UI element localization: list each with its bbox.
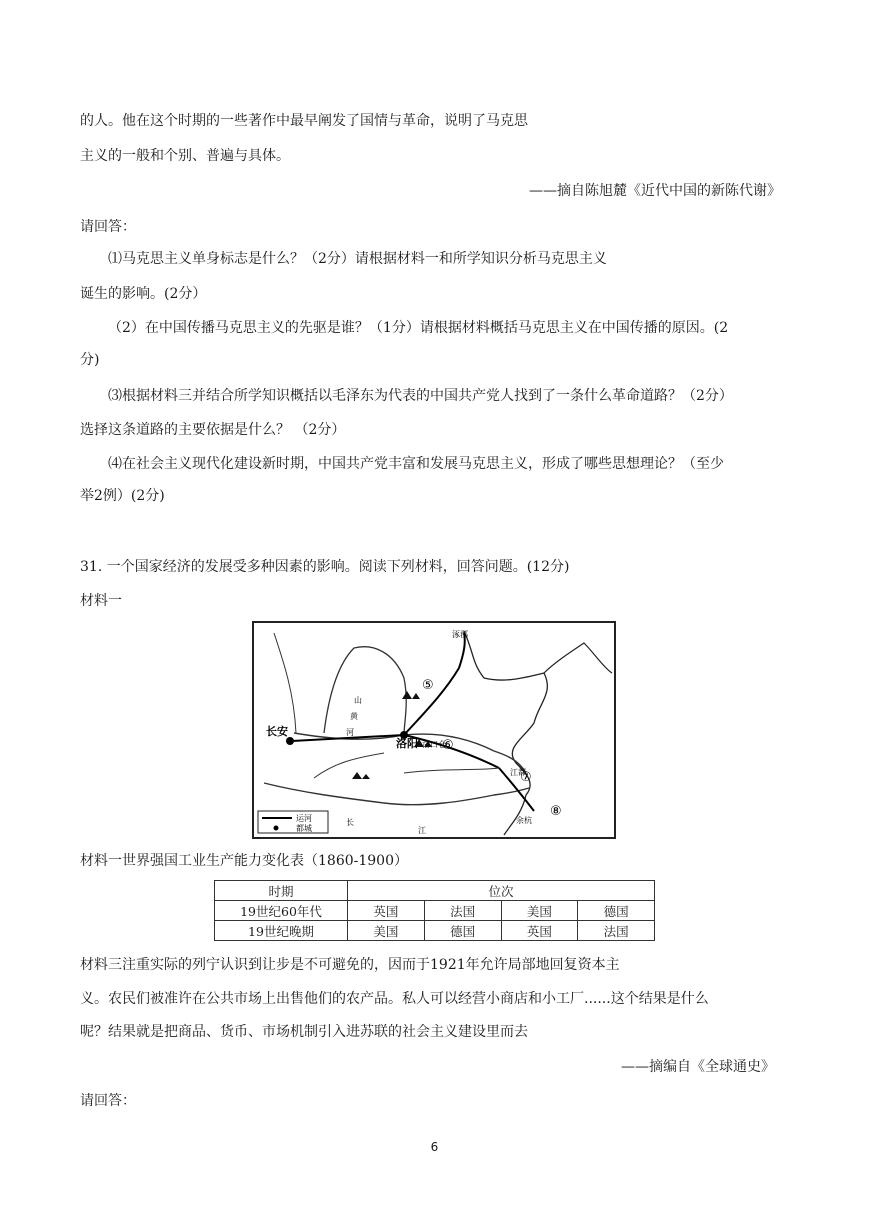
number-6: ⑥ bbox=[442, 738, 454, 753]
coastline bbox=[464, 631, 547, 835]
river-huai bbox=[404, 768, 499, 773]
map-legend bbox=[258, 811, 328, 833]
rank-cell: 美国 bbox=[348, 921, 425, 941]
label-jiangdu: 江都 bbox=[510, 768, 526, 777]
yellow-river-bend bbox=[324, 647, 406, 735]
material-1-label: 材料一 bbox=[80, 593, 122, 609]
header-rank: 位次 bbox=[348, 881, 655, 901]
table-header-row bbox=[215, 881, 655, 901]
label-shan: 山 bbox=[354, 696, 362, 705]
header-period: 时期 bbox=[215, 881, 348, 901]
question-1: ⑴马克思主义单身标志是什么？（2分）请根据材料一和所学知识分析马克思主义 bbox=[108, 251, 607, 267]
rank-cell: 德国 bbox=[424, 921, 501, 941]
question-3-cont: 选择这条道路的主要依据是什么？ （2分） bbox=[80, 422, 346, 438]
industrial-ranking-table bbox=[214, 880, 655, 941]
material-2-title: 材料一世界强国工业生产能力变化表（1860-1900） bbox=[80, 853, 408, 869]
question-3: ⑶根据材料三并结合所学知识概括以毛泽东为代表的中国共产党人找到了一条什么革命道路？（2分） bbox=[108, 388, 733, 404]
page-number: 6 bbox=[430, 1140, 439, 1154]
capital-changan bbox=[286, 737, 294, 745]
label-yuhang: 余杭 bbox=[516, 816, 532, 825]
table-row bbox=[215, 921, 655, 941]
rank-cell: 德国 bbox=[578, 901, 655, 921]
label-jiang: 江 bbox=[418, 826, 426, 835]
table-row bbox=[215, 901, 655, 921]
question-31: 31. 一个国家经济的发展受多种因素的影响。阅读下列材料，回答问题。(12分) bbox=[80, 559, 570, 575]
label-luoyang: 洛阳 bbox=[396, 737, 418, 750]
label-huang: 黄 bbox=[350, 712, 358, 721]
question-2: （2）在中国传播马克思主义的先驱是谁？（1分）请根据材料概括马克思主义在中国传播的原因。(2 bbox=[108, 320, 729, 336]
label-zhuo: 涿郡 bbox=[452, 630, 468, 639]
text-line: 主义的一般和个别、普遍与具体。 bbox=[80, 148, 290, 164]
rank-cell: 法国 bbox=[424, 901, 501, 921]
rank-cell: 美国 bbox=[501, 901, 578, 921]
river-west bbox=[274, 633, 296, 733]
legend-city: 都城 bbox=[296, 824, 312, 833]
number-7: ⑦ bbox=[520, 770, 532, 785]
label-luokou: 洛口仓 bbox=[422, 740, 446, 749]
material-3-line: 材料三注重实际的列宁认识到让步是不可避免的，因而于1921年允许局部地回复资本主 bbox=[80, 957, 620, 973]
text-line: 的人。他在这个时期的一些著作中最早阐发了国情与革命，说明了马克思 bbox=[80, 113, 528, 129]
row-period: 19世纪60年代 bbox=[215, 901, 348, 921]
label-chang: 长 bbox=[346, 818, 354, 827]
source-citation: ——摘自陈旭麓《近代中国的新陈代谢》 bbox=[529, 183, 781, 199]
mountain-symbol bbox=[352, 772, 370, 779]
question-1-cont: 诞生的影响。(2分） bbox=[80, 286, 207, 302]
number-8: ⑧ bbox=[550, 804, 562, 819]
question-4-cont: 举2例）(2分) bbox=[80, 488, 165, 504]
prompt-label: 请回答： bbox=[80, 219, 136, 235]
legend-canal: 运河 bbox=[296, 814, 312, 823]
question-2-cont: 分) bbox=[80, 352, 100, 368]
mountain-symbol bbox=[402, 691, 420, 699]
rank-cell: 英国 bbox=[348, 901, 425, 921]
source-citation: ——摘编自《全球通史》 bbox=[621, 1059, 775, 1075]
rank-cell: 法国 bbox=[578, 921, 655, 941]
coastline-north bbox=[544, 643, 612, 673]
label-he: 河 bbox=[346, 728, 354, 737]
rank-cell: 英国 bbox=[501, 921, 578, 941]
legend-city-symbol bbox=[274, 826, 279, 831]
label-changan: 长安 bbox=[266, 725, 288, 738]
material-3-line: 义。农民们被准许在公共市场上出售他们的农产品。私人可以经营小商店和小工厂......这个结果是什么 bbox=[80, 991, 709, 1007]
prompt-label: 请回答： bbox=[80, 1093, 136, 1109]
yangtze-river bbox=[264, 783, 529, 805]
number-5: ⑤ bbox=[422, 678, 434, 693]
grand-canal-map bbox=[252, 621, 616, 839]
river-han bbox=[314, 753, 384, 778]
canal-yongji bbox=[404, 633, 465, 735]
material-3-line: 呢？结果就是把商品、货币、市场机制引入进苏联的社会主义建设里而去 bbox=[80, 1024, 528, 1040]
question-4: ⑷在社会主义现代化建设新时期，中国共产党丰富和发展马克思主义，形成了哪些思想理论？（至少 bbox=[108, 456, 724, 472]
row-period: 19世纪晚期 bbox=[215, 921, 348, 941]
